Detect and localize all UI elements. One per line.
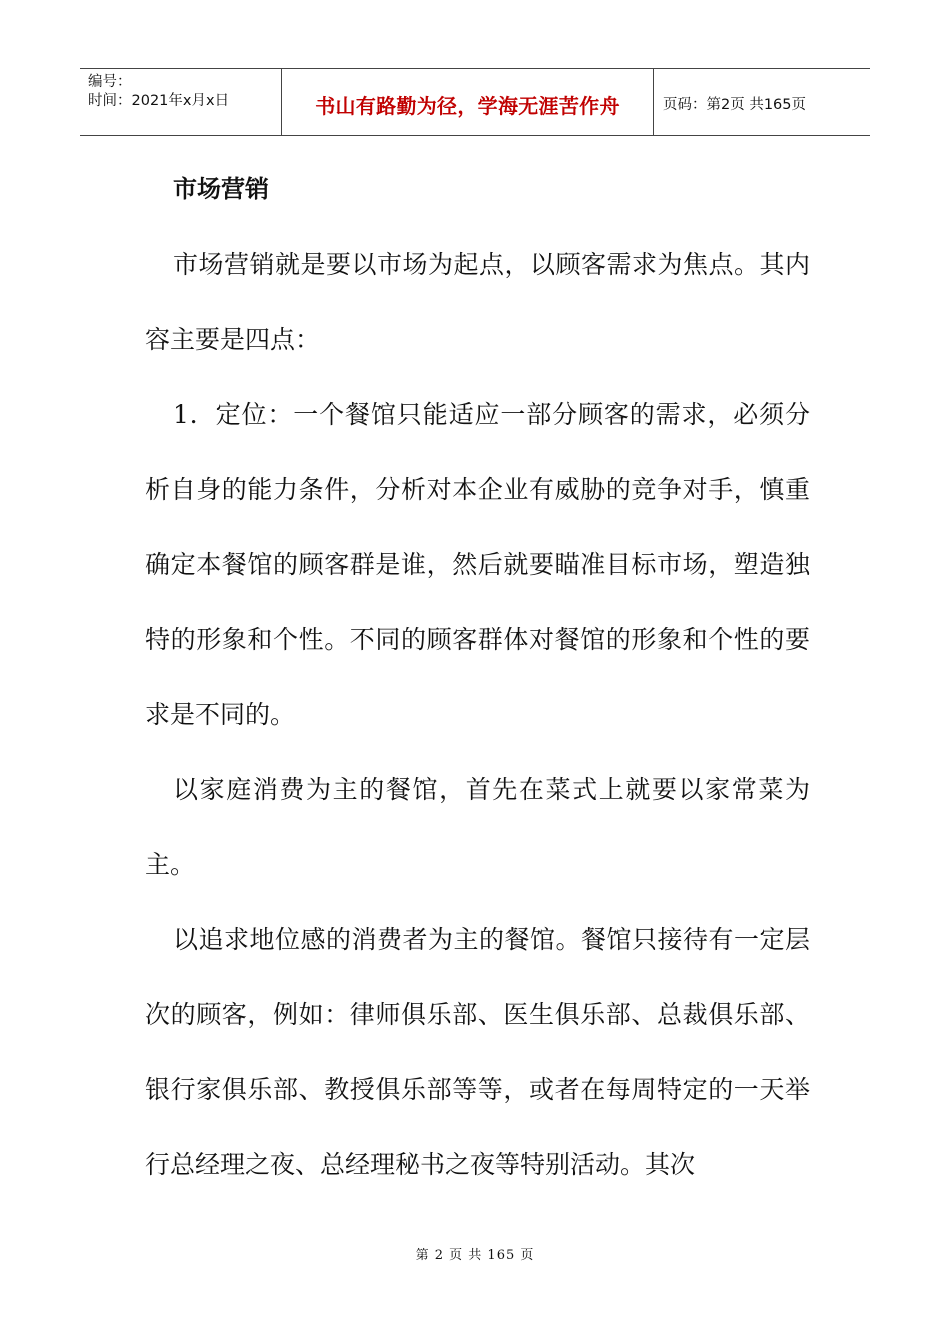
- page-footer: 第 2 页 共 165 页: [415, 1248, 535, 1263]
- header-motto-cell: [282, 69, 654, 135]
- body-paragraph: 以追求地位感的消费者为主的餐馆。餐馆只接待有一定层次的顾客，例如：律师俱乐部、医生俱乐部、总裁俱乐部、银行家俱乐部、教授俱乐部等等，或者在每周特定的一天举行总经理之夜、总经理秘书之夜等特别活动。其次: [145, 925, 810, 1179]
- document-number-label: 编号：: [88, 74, 132, 90]
- document-header: [80, 68, 870, 136]
- header-page-info: 页码：第2页 共165页: [663, 96, 807, 113]
- body-paragraph: 1．定位：一个餐馆只能适应一部分顾客的需求，必须分析自身的能力条件，分析对本企业有威胁的竞争对手，慎重确定本餐馆的顾客群是谁，然后就要瞄准目标市场，塑造独特的形象和个性。不同的顾客群体对餐馆的形象和个性的要求是不同的。: [145, 400, 810, 729]
- body-paragraph: 以家庭消费为主的餐馆，首先在菜式上就要以家常菜为主。: [145, 775, 810, 879]
- document-body: [145, 152, 810, 1202]
- document-date-label: 时间：2021年x月x日: [88, 93, 230, 109]
- header-meta-cell: [80, 69, 282, 135]
- section-title: 市场营销: [173, 175, 269, 203]
- body-paragraph: 市场营销就是要以市场为起点，以顾客需求为焦点。其内容主要是四点：: [145, 250, 810, 354]
- header-motto: 书山有路勤为径，学海无涯苦作舟: [315, 93, 620, 118]
- header-page-cell: [654, 69, 870, 135]
